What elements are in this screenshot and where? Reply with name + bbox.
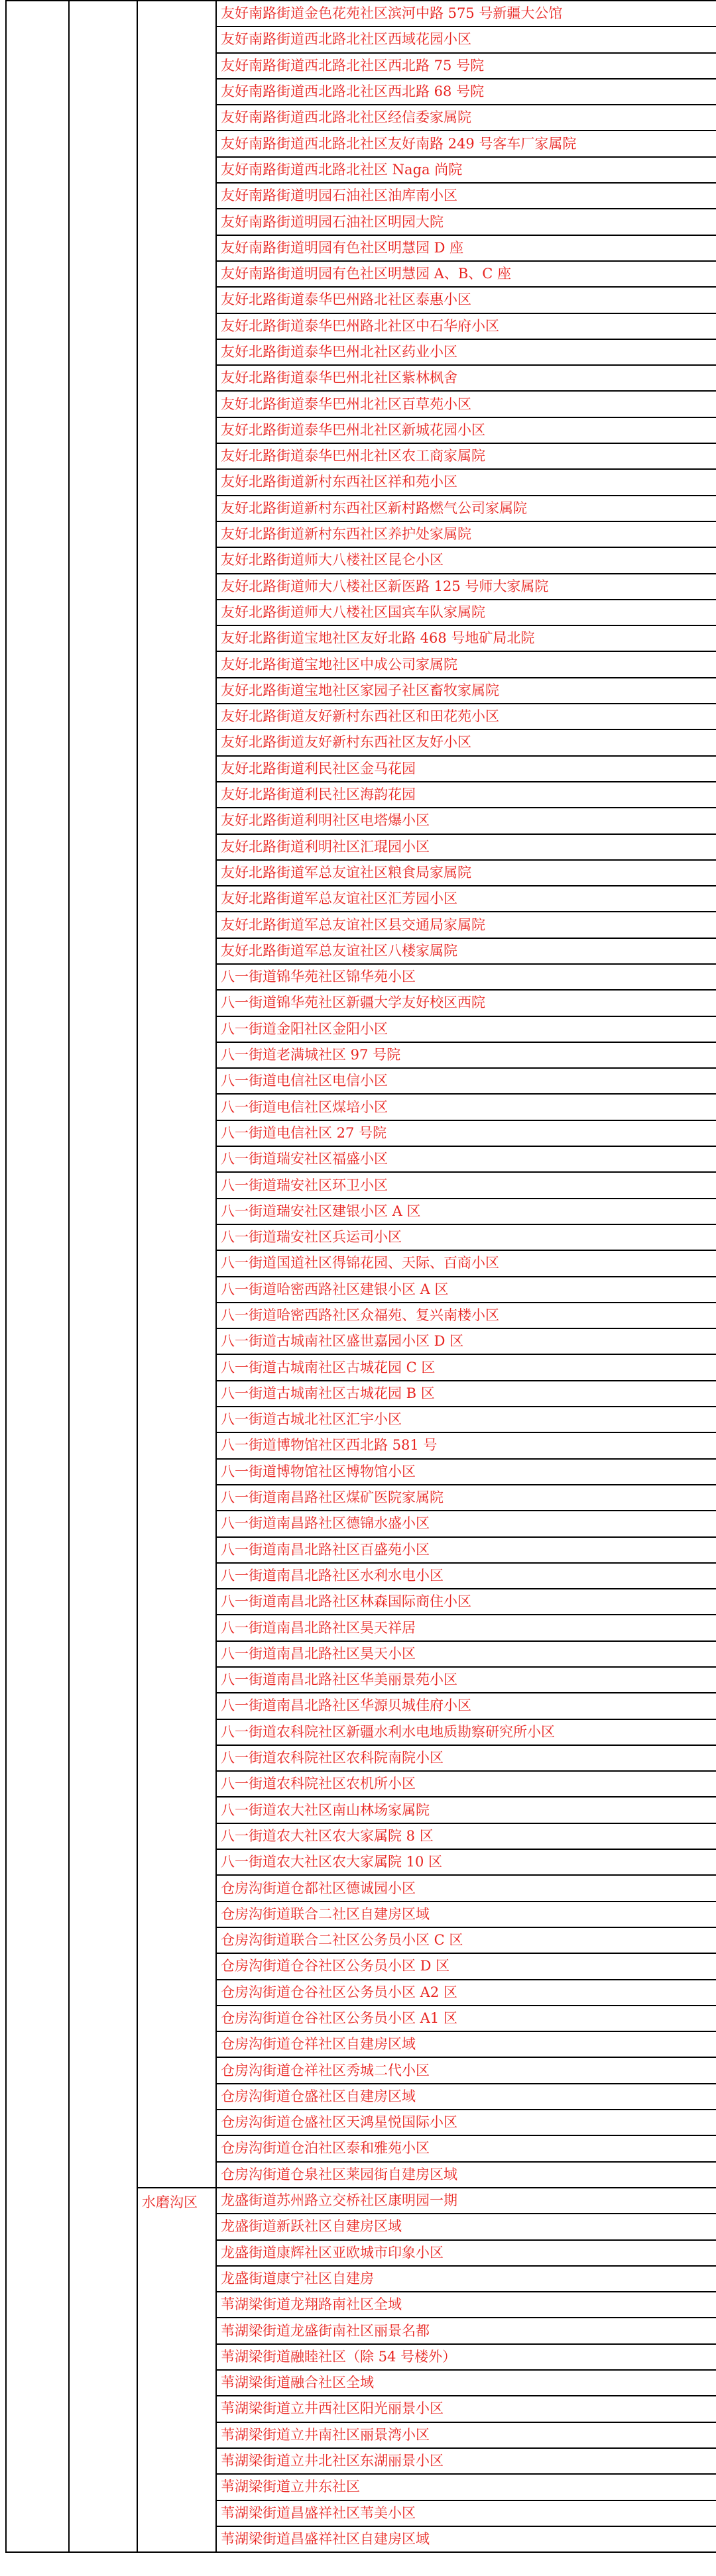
community-name-cell: 友好北路街道泰华巴州北社区药业小区 [216,339,716,365]
community-name-cell: 友好北路街道师大八楼社区国宾车队家属院 [216,600,716,625]
community-name-cell: 仓房沟街道仓泉社区莱园街自建房区域 [216,2162,716,2188]
community-name-cell: 仓房沟街道仓泊社区泰和雅苑小区 [216,2135,716,2161]
community-name-cell: 友好南路街道明园石油社区油库南小区 [216,183,716,209]
community-name-cell: 友好北路街道泰华巴州路北社区泰惠小区 [216,287,716,313]
community-name-cell: 龙盛街道新跃社区自建房区域 [216,2214,716,2239]
community-name-cell: 八一街道哈密西路社区众福苑、复兴南楼小区 [216,1303,716,1328]
community-name-cell: 八一街道锦华苑社区锦华苑小区 [216,964,716,990]
community-name-cell: 八一街道哈密西路社区建银小区 A 区 [216,1277,716,1303]
district-cell-second [137,2188,216,2552]
community-name-cell: 友好北路街道师大八楼社区新医路 125 号师大家属院 [216,574,716,600]
community-name-cell: 八一街道电信社区电信小区 [216,1068,716,1094]
community-name-cell: 友好北路街道泰华巴州路北社区中石华府小区 [216,313,716,339]
community-name-cell: 友好北路街道泰华巴州北社区农工商家属院 [216,443,716,469]
community-name-cell: 仓房沟街道仓谷社区公务员小区 A1 区 [216,2006,716,2031]
community-name-cell: 仓房沟街道仓谷社区公务员小区 A2 区 [216,1980,716,2006]
community-name-cell: 友好北路街道新村东西社区祥和苑小区 [216,469,716,495]
community-name-cell: 友好北路街道利民社区金马花园 [216,756,716,782]
community-name-cell: 苇湖梁街道融合社区全域 [216,2370,716,2396]
community-name-cell: 八一街道古城北社区汇宇小区 [216,1407,716,1432]
community-name-cell: 苇湖梁街道龙翔路南社区全域 [216,2292,716,2318]
community-name-cell: 龙盛街道康宁社区自建房 [216,2266,716,2292]
community-name-cell: 苇湖梁街道立井东社区 [216,2474,716,2500]
community-name-cell: 八一街道博物馆社区博物馆小区 [216,1459,716,1485]
community-name-cell: 友好北路街道友好新村东西社区和田花苑小区 [216,704,716,729]
community-name-cell: 仓房沟街道仓盛社区天鸿星悦国际小区 [216,2110,716,2135]
community-name-cell: 友好南路街道西北路北社区 Naga 尚院 [216,157,716,183]
community-name-cell: 八一街道瑞安社区福盛小区 [216,1146,716,1172]
community-name-cell: 友好北路街道泰华巴州北社区紫林枫舍 [216,365,716,391]
community-name-cell: 仓房沟街道仓祥社区秀城二代小区 [216,2057,716,2083]
community-name-cell: 八一街道南昌路社区德锦水盛小区 [216,1511,716,1536]
community-name-cell: 友好南路街道西北路北社区西北路 75 号院 [216,53,716,79]
community-name-cell: 友好北路街道利明社区汇琨园小区 [216,834,716,860]
community-name-cell: 八一街道古城南社区古城花园 C 区 [216,1354,716,1380]
community-name-cell: 友好南路街道明园有色社区明慧园 A、B、C 座 [216,261,716,287]
community-name-cell: 八一街道南昌北路社区华美丽景苑小区 [216,1667,716,1693]
community-name-cell: 苇湖梁街道立井北社区东湖丽景小区 [216,2448,716,2474]
column-1-cell [6,1,69,2552]
community-name-cell: 八一街道南昌路社区煤矿医院家属院 [216,1485,716,1511]
community-name-cell: 八一街道农大社区南山林场家属院 [216,1797,716,1823]
column-2-cell [69,1,137,2552]
community-name-cell: 仓房沟街道仓祥社区自建房区域 [216,2031,716,2057]
community-name-cell: 八一街道南昌北路社区华源贝城佳府小区 [216,1693,716,1719]
community-name-cell: 友好北路街道宝地社区家园子社区畜牧家属院 [216,678,716,704]
community-name-cell: 八一街道国道社区得锦花园、天际、百商小区 [216,1250,716,1276]
community-name-cell: 仓房沟街道仓盛社区自建房区域 [216,2084,716,2110]
community-name-cell: 苇湖梁街道立井西社区阳光丽景小区 [216,2396,716,2422]
community-name-cell: 友好南路街道西北路北社区西北路 68 号院 [216,79,716,105]
community-name-cell: 八一街道瑞安社区建银小区 A 区 [216,1199,716,1224]
community-name-cell: 八一街道南昌北路社区百盛苑小区 [216,1537,716,1563]
community-name-cell: 苇湖梁街道融睦社区（除 54 号楼外） [216,2344,716,2370]
community-name-cell: 仓房沟街道仓都社区德诚园小区 [216,1875,716,1901]
community-name-cell: 仓房沟街道联合二社区公务员小区 C 区 [216,1927,716,1953]
community-name-cell: 友好北路街道宝地社区中成公司家属院 [216,651,716,677]
community-name-cell: 八一街道瑞安社区环卫小区 [216,1172,716,1198]
community-name-cell: 八一街道金阳社区金阳小区 [216,1016,716,1042]
community-name-cell: 八一街道电信社区 27 号院 [216,1120,716,1146]
community-name-cell: 友好南路街道明园有色社区明慧园 D 座 [216,235,716,261]
community-name-cell: 八一街道瑞安社区兵运司小区 [216,1224,716,1250]
community-name-cell: 八一街道农大社区农大家属院 10 区 [216,1849,716,1875]
community-name-cell: 八一街道电信社区煤培小区 [216,1094,716,1120]
community-name-cell: 八一街道老满城社区 97 号院 [216,1042,716,1068]
community-name-cell: 友好北路街道师大八楼社区昆仑小区 [216,547,716,573]
community-name-cell: 友好北路街道军总友谊社区县交通局家属院 [216,912,716,938]
document-page [5,0,713,2576]
community-name-cell: 友好南路街道西北路北社区友好南路 249 号客车厂家属院 [216,131,716,156]
table-row [6,1,716,27]
community-name-cell: 八一街道南昌北路社区水利水电小区 [216,1563,716,1589]
community-name-cell: 仓房沟街道联合二社区自建房区域 [216,1902,716,1927]
community-name-cell: 友好北路街道新村东西社区养护处家属院 [216,521,716,547]
community-name-cell: 龙盛街道苏州路立交桥社区康明园一期 [216,2188,716,2214]
community-name-cell: 友好北路街道宝地社区友好北路 468 号地矿局北院 [216,625,716,651]
community-name-cell: 友好南路街道金色花苑社区滨河中路 575 号新疆大公馆 [216,1,716,27]
district-label: 水磨沟区 [142,2194,198,2210]
district-cell-first [137,1,216,2188]
community-name-cell: 仓房沟街道仓谷社区公务员小区 D 区 [216,1953,716,1979]
community-name-cell: 苇湖梁街道昌盛祥社区自建房区域 [216,2526,716,2552]
community-name-cell: 苇湖梁街道立井南社区丽景湾小区 [216,2422,716,2448]
community-table [5,0,716,2553]
community-name-cell: 八一街道南昌北路社区昊天祥居 [216,1615,716,1640]
community-name-cell: 八一街道南昌北路社区昊天小区 [216,1641,716,1667]
community-name-cell: 八一街道农大社区农大家属院 8 区 [216,1823,716,1849]
community-name-cell: 八一街道古城南社区古城花园 B 区 [216,1381,716,1407]
community-name-cell: 友好北路街道泰华巴州北社区百草苑小区 [216,391,716,417]
community-name-cell: 友好北路街道利明社区电塔爆小区 [216,808,716,833]
community-name-cell: 友好南路街道西北路北社区经信委家属院 [216,105,716,131]
community-name-cell: 八一街道农科院社区新疆水利水电地质勘察研究所小区 [216,1719,716,1745]
community-name-cell: 友好北路街道新村东西社区新村路燃气公司家属院 [216,496,716,521]
community-name-cell: 八一街道南昌北路社区林森国际商住小区 [216,1589,716,1615]
community-name-cell: 八一街道锦华苑社区新疆大学友好校区西院 [216,990,716,1016]
community-name-cell: 苇湖梁街道昌盛祥社区苇美小区 [216,2500,716,2526]
community-name-cell: 友好北路街道利民社区海韵花园 [216,782,716,808]
community-name-cell: 龙盛街道康辉社区亚欧城市印象小区 [216,2240,716,2266]
community-name-cell: 八一街道古城南社区盛世嘉园小区 D 区 [216,1328,716,1354]
community-name-cell: 友好北路街道友好新村东西社区友好小区 [216,729,716,755]
community-name-cell: 苇湖梁街道龙盛街南社区丽景名都 [216,2318,716,2343]
table-body [6,1,716,2552]
community-name-cell: 友好北路街道军总友谊社区汇芳园小区 [216,886,716,912]
community-name-cell: 友好北路街道军总友谊社区八楼家属院 [216,938,716,964]
community-name-cell: 八一街道农科院社区农科院南院小区 [216,1745,716,1771]
community-name-cell: 友好北路街道泰华巴州北社区新城花园小区 [216,417,716,443]
community-name-cell: 友好南路街道明园石油社区明园大院 [216,209,716,235]
community-name-cell: 八一街道农科院社区农机所小区 [216,1771,716,1797]
community-name-cell: 友好北路街道军总友谊社区粮食局家属院 [216,860,716,886]
community-name-cell: 友好南路街道西北路北社区西域花园小区 [216,27,716,52]
community-name-cell: 八一街道博物馆社区西北路 581 号 [216,1432,716,1458]
